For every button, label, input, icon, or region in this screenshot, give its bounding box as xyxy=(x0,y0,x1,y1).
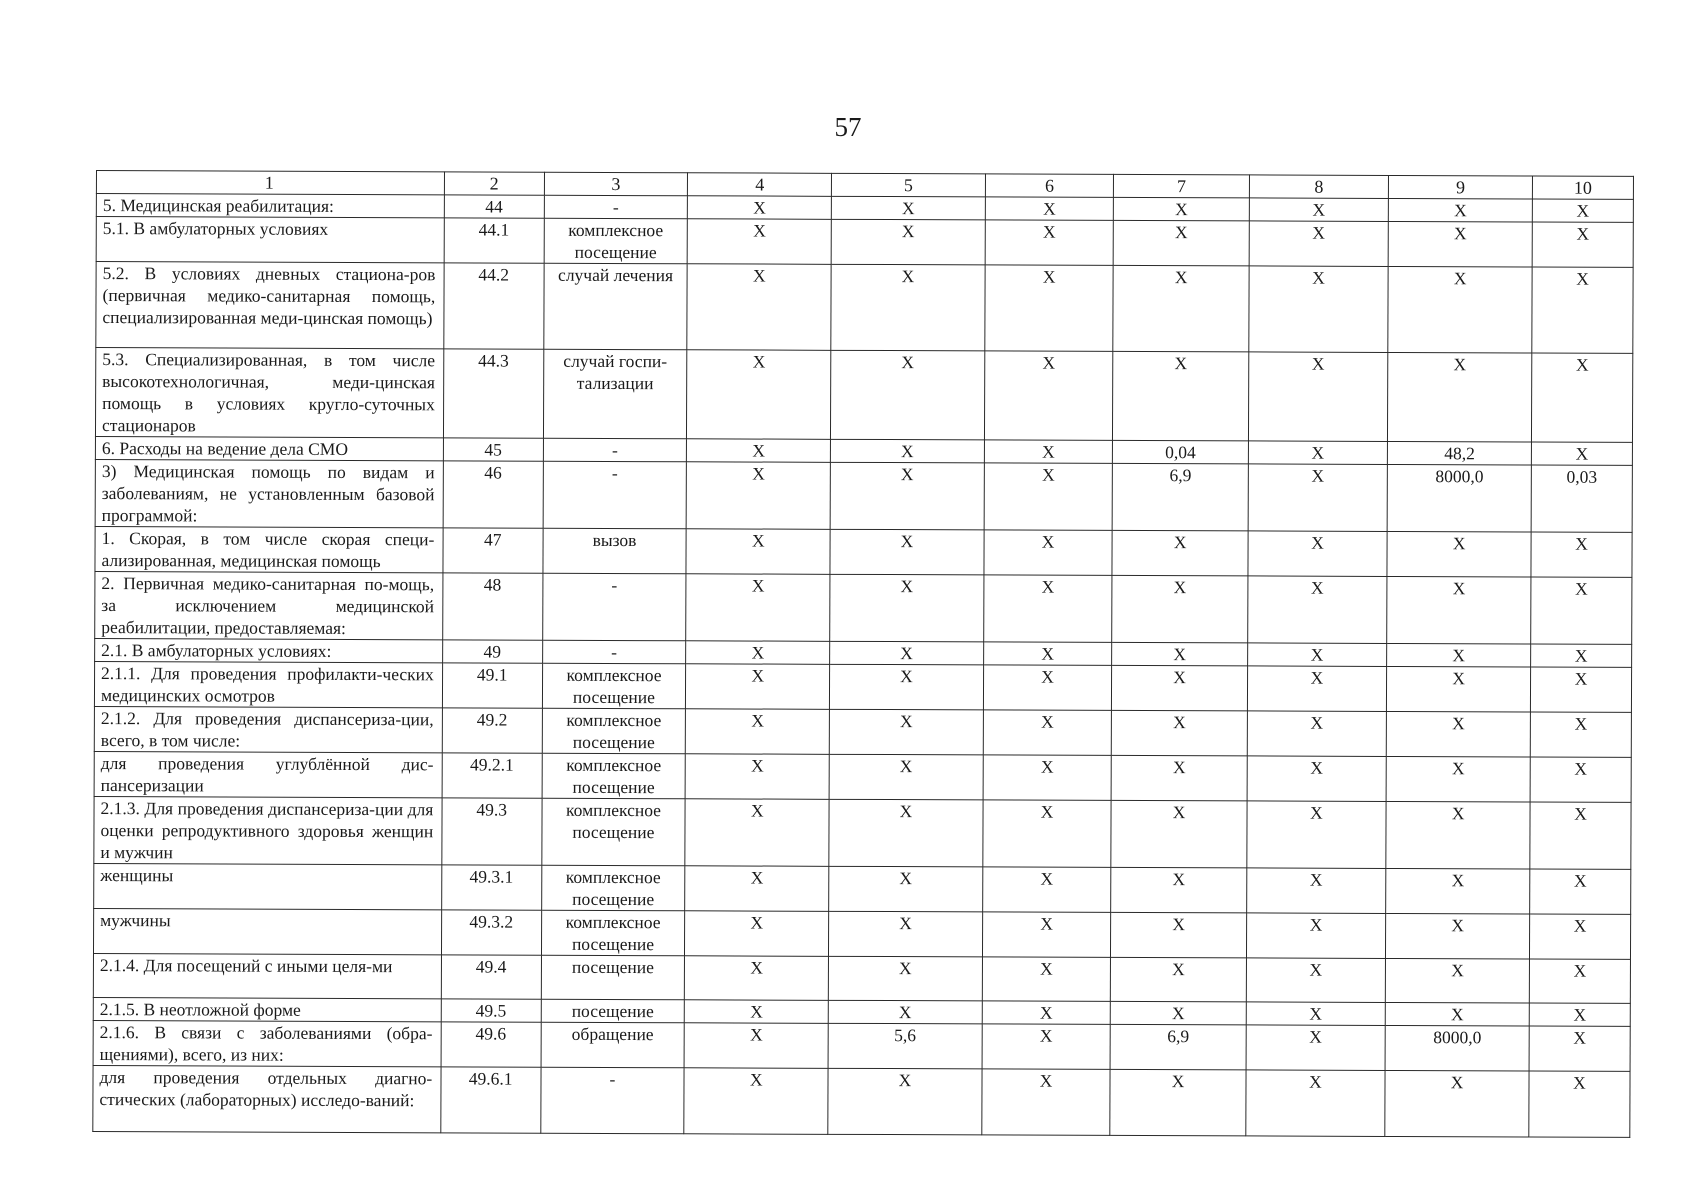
table-cell: 45 xyxy=(443,438,543,461)
table-row xyxy=(93,908,1630,959)
table-cell: Х xyxy=(1531,577,1632,644)
table-cell: Х xyxy=(828,1000,982,1024)
table-row xyxy=(95,348,1632,443)
row-label-cell: 2.1.1. Для проведения профилакти-ческих медицинских осмотров xyxy=(94,661,442,707)
table-cell: Х xyxy=(1112,710,1247,756)
table-cell: Х xyxy=(1113,351,1249,441)
table-cell: 8000,0 xyxy=(1385,1025,1529,1071)
table-cell: Х xyxy=(1246,868,1386,914)
table-cell: 0,03 xyxy=(1531,465,1632,532)
table-cell: Х xyxy=(686,529,830,575)
table-cell: 48 xyxy=(442,573,542,640)
table-cell: Х xyxy=(984,463,1113,530)
row-label-cell: 2.1.2. Для проведения диспансериза-ции, всего, в том числе: xyxy=(94,706,442,752)
table-cell: - xyxy=(542,640,686,664)
table-cell: 47 xyxy=(443,528,543,573)
table-cell: комплексное посещение xyxy=(541,910,685,956)
table-cell: Х xyxy=(687,462,831,530)
table-cell: - xyxy=(543,438,687,462)
table-cell: Х xyxy=(1387,576,1531,644)
table-cell: вызов xyxy=(543,528,687,574)
table-cell: Х xyxy=(830,664,984,710)
table-row xyxy=(96,262,1633,354)
header-cell: 8 xyxy=(1249,175,1389,199)
table-cell: Х xyxy=(1385,1070,1529,1137)
table-cell: Х xyxy=(686,574,830,642)
table-cell: Х xyxy=(1530,802,1631,869)
table-cell: 6,9 xyxy=(1113,463,1248,531)
table-cell: Х xyxy=(829,911,983,957)
table-cell: комплексное посещение xyxy=(544,218,688,264)
table-cell: Х xyxy=(1385,1002,1529,1026)
table-cell: Х xyxy=(1247,711,1387,757)
table-cell: 49.3 xyxy=(442,798,542,865)
table-cell: 49.2.1 xyxy=(442,753,542,798)
table-cell: Х xyxy=(684,1023,828,1069)
table-cell: Х xyxy=(983,800,1112,867)
table-row xyxy=(94,751,1631,802)
table-cell: Х xyxy=(1386,913,1530,959)
table-cell: Х xyxy=(1249,198,1389,222)
table-cell: Х xyxy=(984,530,1113,575)
header-cell: 9 xyxy=(1389,175,1533,199)
table-cell: Х xyxy=(1114,197,1249,221)
table-cell: Х xyxy=(1247,643,1387,667)
table-cell: Х xyxy=(1114,220,1249,266)
table-cell: Х xyxy=(983,665,1112,710)
table-cell: Х xyxy=(685,754,829,800)
table-cell: Х xyxy=(1113,265,1249,352)
table-cell: Х xyxy=(981,1069,1110,1135)
row-label-cell: 5.3. Специализированная, в том числе высокотехнологичная, меди-цинская помощь в условиях кругло-суточных стационаров xyxy=(95,348,443,438)
header-cell: 5 xyxy=(832,173,986,197)
table-cell: Х xyxy=(1111,957,1246,1002)
table-cell: Х xyxy=(983,710,1112,755)
table-cell: комплексное посещение xyxy=(542,753,686,799)
table-cell: Х xyxy=(1247,576,1387,644)
row-label-cell: 2. Первичная медико-санитарная по-мощь, за исключением медицинской реабилитации, предоставляемая: xyxy=(95,571,443,639)
table-row xyxy=(93,953,1630,1003)
table-cell: Х xyxy=(1530,757,1631,802)
table-cell: Х xyxy=(831,219,985,265)
table-cell: Х xyxy=(829,799,983,867)
table-cell: 44.1 xyxy=(444,218,544,263)
table-cell: Х xyxy=(1529,1026,1630,1071)
header-cell: 6 xyxy=(985,174,1114,197)
table-cell: Х xyxy=(982,912,1111,957)
table-cell: 49.6.1 xyxy=(441,1067,541,1133)
table-cell: Х xyxy=(1531,532,1632,577)
table-cell: комплексное посещение xyxy=(542,708,686,754)
table-cell: Х xyxy=(1386,801,1530,869)
table-cell: Х xyxy=(1246,1070,1386,1137)
table-cell: обращение xyxy=(541,1022,685,1068)
table-cell: Х xyxy=(687,350,831,440)
table-cell: Х xyxy=(985,220,1114,265)
table-cell: Х xyxy=(684,1068,828,1135)
table-cell: Х xyxy=(1530,869,1631,914)
table-cell: Х xyxy=(1530,914,1631,959)
table-cell: 46 xyxy=(443,461,543,528)
table-cell: 49.4 xyxy=(441,955,541,999)
data-table xyxy=(92,170,1634,1138)
table-row xyxy=(94,706,1631,757)
table-cell: 48,2 xyxy=(1388,441,1532,465)
table-cell: Х xyxy=(686,641,830,665)
table-cell: 0,04 xyxy=(1113,440,1248,464)
table-cell: комплексное посещение xyxy=(542,663,686,709)
table-row xyxy=(94,661,1631,712)
table-cell: Х xyxy=(982,1024,1111,1069)
table-cell: 49.3.2 xyxy=(441,910,541,955)
row-label-cell: 5. Медицинская реабилитация: xyxy=(96,194,444,218)
row-label-cell: 2.1.4. Для посещений с иными целя-ми xyxy=(93,953,441,998)
table-cell: 44 xyxy=(444,195,544,218)
table-cell: 49 xyxy=(442,640,542,663)
table-cell: посещение xyxy=(541,955,685,1000)
table-row xyxy=(95,526,1632,577)
table-cell: комплексное посещение xyxy=(541,798,685,866)
table-cell: Х xyxy=(983,575,1112,642)
table-cell: Х xyxy=(686,709,830,755)
table-cell: Х xyxy=(1532,267,1633,353)
table-cell: Х xyxy=(1388,266,1532,353)
table-cell: 49.6 xyxy=(441,1022,541,1067)
table-cell: Х xyxy=(1248,531,1388,577)
table-cell: Х xyxy=(688,219,832,265)
header-cell: 7 xyxy=(1114,174,1249,198)
table-cell: 44.2 xyxy=(444,263,544,349)
table-cell: Х xyxy=(830,462,984,530)
table-cell: случай лечения xyxy=(543,263,687,350)
header-cell: 4 xyxy=(688,173,832,197)
table-cell: 49.5 xyxy=(441,999,541,1022)
row-label-cell: 3) Медицинская помощь по видам и заболеваниям, не установленным базовой программой: xyxy=(95,459,443,527)
table-cell: Х xyxy=(1112,530,1247,576)
table-cell: Х xyxy=(1532,222,1633,267)
table-cell: Х xyxy=(1111,867,1246,913)
table-cell: Х xyxy=(1531,644,1632,667)
table-cell: Х xyxy=(1248,352,1388,442)
table-cell: Х xyxy=(829,754,983,800)
table-cell: Х xyxy=(1531,442,1632,465)
table-cell: Х xyxy=(1249,266,1389,353)
table-cell: Х xyxy=(1529,959,1630,1003)
table-cell: Х xyxy=(982,867,1111,912)
table-cell: Х xyxy=(685,911,829,957)
table-cell: Х xyxy=(1246,913,1386,959)
table-cell: Х xyxy=(830,641,984,665)
table-cell: случай госпи-тализации xyxy=(543,349,687,439)
table-cell: 6,9 xyxy=(1111,1024,1246,1070)
table-cell: Х xyxy=(687,264,831,351)
table-cell: Х xyxy=(1532,353,1633,442)
table-cell: посещение xyxy=(541,999,685,1023)
table-cell: Х xyxy=(831,264,985,351)
table-cell: Х xyxy=(1110,1069,1245,1136)
table-row xyxy=(96,217,1633,268)
table-cell: - xyxy=(542,573,686,641)
table-cell: 49.3.1 xyxy=(441,865,541,910)
table-cell: Х xyxy=(1248,464,1388,532)
table-cell: Х xyxy=(1246,1025,1386,1071)
table-row xyxy=(93,1020,1630,1071)
row-label-cell: для проведения углублённой дис-пансеризации xyxy=(94,751,442,797)
row-label-cell: 2.1.5. В неотложной форме xyxy=(93,997,441,1021)
row-label-cell: женщины xyxy=(94,863,442,909)
table-cell: - xyxy=(540,1067,684,1134)
table-cell: Х xyxy=(1389,198,1533,222)
table-cell: Х xyxy=(1386,868,1530,914)
table-cell: Х xyxy=(1247,801,1387,869)
table-cell: Х xyxy=(1387,643,1531,667)
table-cell: Х xyxy=(1248,441,1388,465)
table-cell: Х xyxy=(984,440,1113,463)
row-label-cell: 2.1. В амбулаторных условиях: xyxy=(95,638,443,662)
table-cell: Х xyxy=(685,799,829,867)
table-cell: комплексное посещение xyxy=(541,865,685,911)
table-cell: Х xyxy=(1246,1002,1386,1026)
table-cell: Х xyxy=(830,574,984,642)
table-cell: Х xyxy=(1111,800,1246,868)
table-cell: Х xyxy=(1112,665,1247,711)
row-label-cell: 6. Расходы на ведение дела СМО xyxy=(95,436,443,460)
table-cell: Х xyxy=(830,529,984,575)
table-cell: 5,6 xyxy=(828,1023,982,1069)
table-cell: Х xyxy=(982,1001,1111,1024)
table-cell: Х xyxy=(984,351,1113,440)
table-cell: Х xyxy=(985,197,1114,220)
row-label-cell: 2.1.6. В связи с заболеваниями (обра-щениями), всего, из них: xyxy=(93,1020,441,1066)
table-cell: 49.2 xyxy=(442,708,542,753)
table-cell: Х xyxy=(1249,221,1389,267)
table-cell: Х xyxy=(1529,1071,1630,1137)
table-cell: Х xyxy=(1530,712,1631,757)
row-label-cell: 5.1. В амбулаторных условиях xyxy=(96,217,444,263)
row-label-cell: 2.1.3. Для проведения диспансериза-ции для оценки репродуктивного здоровья женщин и мужчин xyxy=(94,796,442,864)
table-cell: Х xyxy=(1247,666,1387,712)
header-cell: 10 xyxy=(1532,176,1633,199)
table-cell: Х xyxy=(685,956,829,1001)
table-cell: Х xyxy=(984,265,1113,351)
table-row xyxy=(95,571,1632,644)
table-cell: Х xyxy=(685,866,829,912)
table-cell: Х xyxy=(688,196,832,220)
table-cell: Х xyxy=(1111,1001,1246,1025)
table-cell: Х xyxy=(983,642,1112,665)
table-row xyxy=(94,796,1631,869)
table-row xyxy=(93,1065,1630,1137)
table-cell: Х xyxy=(1529,1003,1630,1026)
table-cell: Х xyxy=(685,1000,829,1024)
table-cell: Х xyxy=(1388,352,1532,442)
row-label-cell: 5.2. В условиях дневных стациона-ров (первичная медико-санитарная помощь, специализированная меди-цинская помощь) xyxy=(96,262,444,349)
table-row xyxy=(94,863,1631,914)
table-row xyxy=(95,459,1632,532)
table-cell: Х xyxy=(1387,666,1531,712)
table-cell: Х xyxy=(829,866,983,912)
table-cell: Х xyxy=(1246,958,1386,1003)
row-label-cell: для проведения отдельных диагно-стических (лабораторных) исследо-ваний: xyxy=(93,1065,441,1132)
table-cell: Х xyxy=(1530,667,1631,712)
header-cell: 3 xyxy=(544,172,688,196)
row-label-cell: мужчины xyxy=(93,908,441,954)
page-number: 57 xyxy=(834,112,862,142)
table-cell: - xyxy=(544,195,688,219)
table-cell: - xyxy=(543,461,687,529)
table-cell: Х xyxy=(1386,958,1530,1003)
table-cell: Х xyxy=(1111,912,1246,958)
table-cell: Х xyxy=(1386,756,1530,802)
table-cell: Х xyxy=(829,709,983,755)
row-label-cell: 1. Скорая, в том числе скорая специ-ализированная, медицинская помощь xyxy=(95,526,443,572)
table-cell: Х xyxy=(829,956,983,1001)
table-cell: 8000,0 xyxy=(1387,464,1531,532)
table-cell: Х xyxy=(1387,531,1531,577)
header-cell: 1 xyxy=(96,171,444,195)
table-cell: Х xyxy=(1388,221,1532,267)
table-cell: Х xyxy=(1247,756,1387,802)
table-cell: Х xyxy=(1112,575,1247,643)
table-cell: Х xyxy=(686,664,830,710)
table-cell: 44.3 xyxy=(443,349,543,438)
table-cell: Х xyxy=(1532,199,1633,222)
table-cell: Х xyxy=(831,439,985,463)
table-cell: Х xyxy=(1112,755,1247,801)
table-cell: Х xyxy=(832,196,986,220)
table-cell: Х xyxy=(1386,711,1530,757)
table-cell: 49.1 xyxy=(442,663,542,708)
table-cell: Х xyxy=(828,1068,982,1135)
table-cell: Х xyxy=(983,755,1112,800)
table-cell: Х xyxy=(687,439,831,463)
table-cell: Х xyxy=(982,957,1111,1001)
table-cell: Х xyxy=(1112,642,1247,666)
header-cell: 2 xyxy=(444,172,544,195)
table-cell: Х xyxy=(831,350,985,440)
